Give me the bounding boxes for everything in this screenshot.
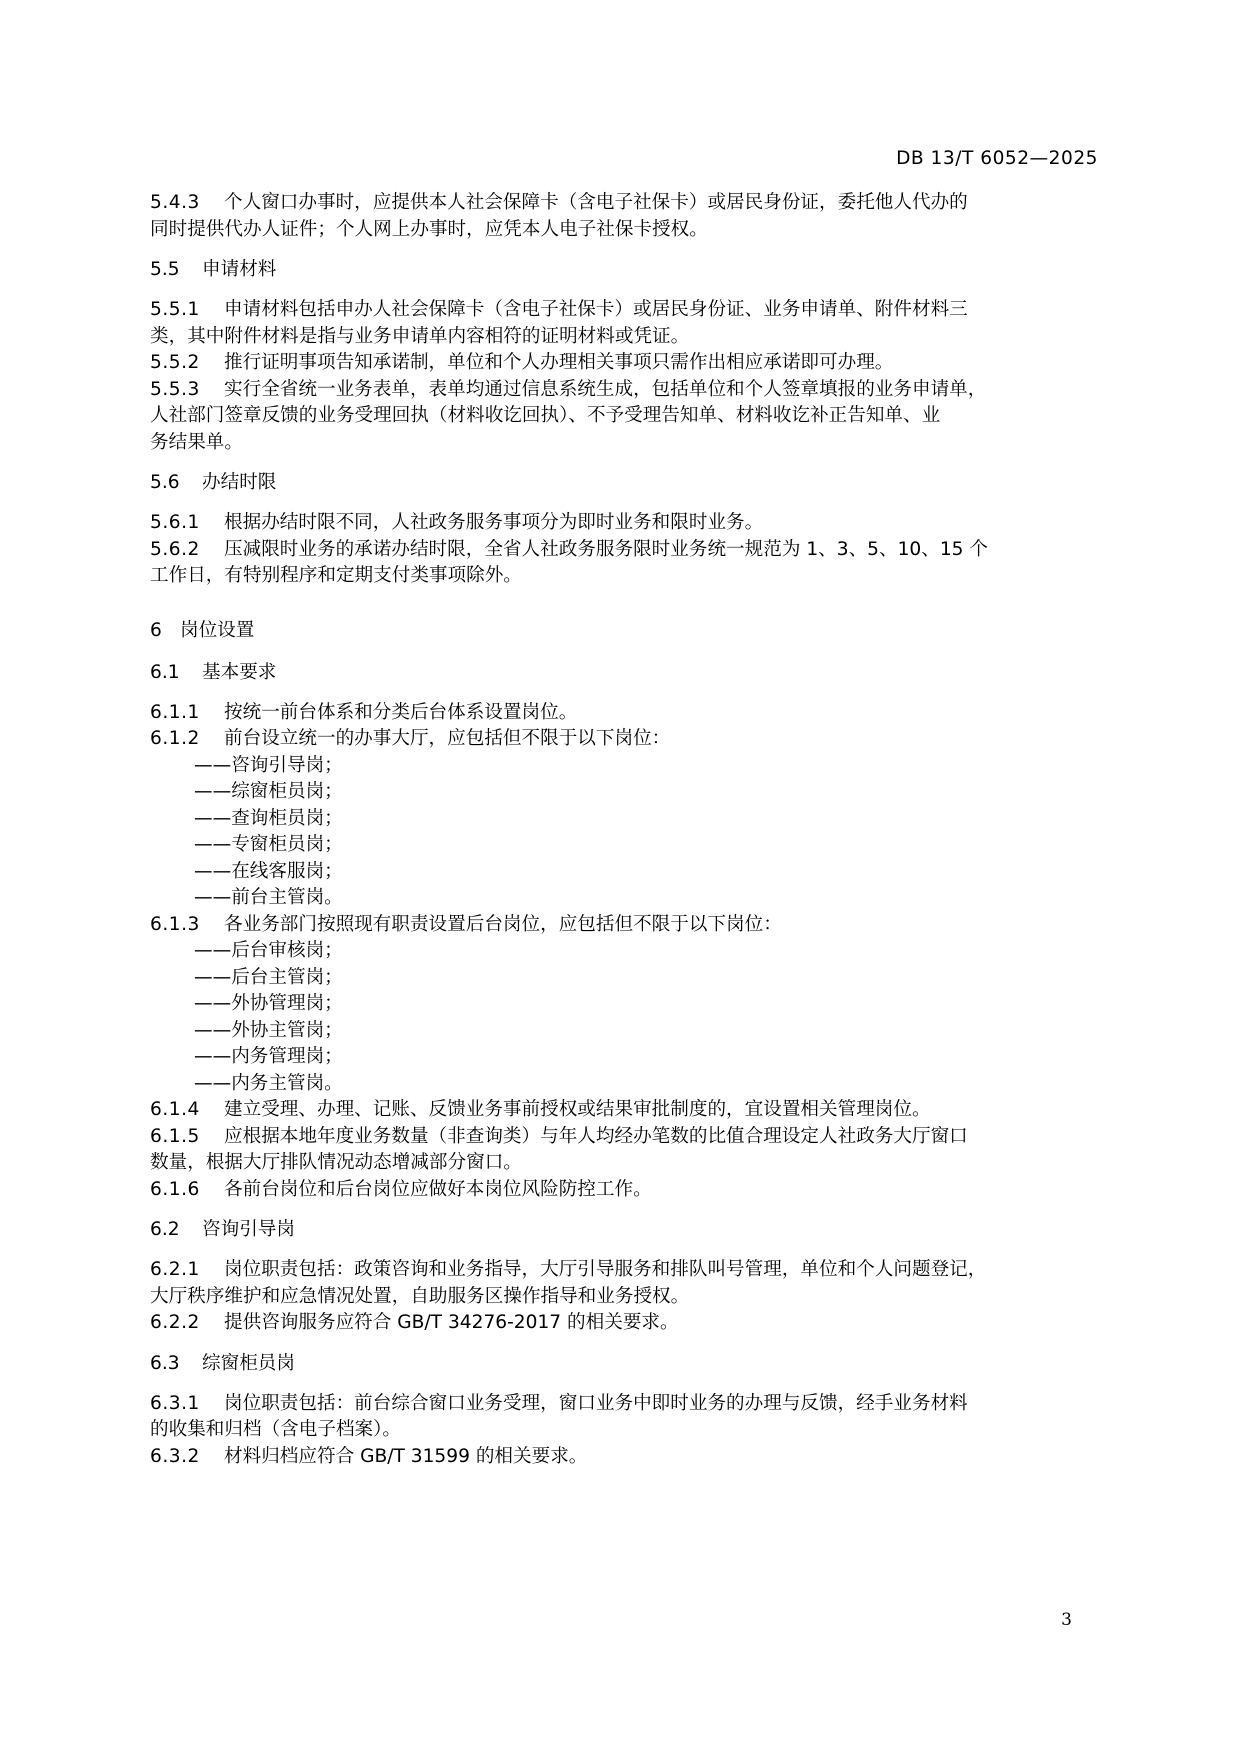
clause-text: 按统一前台体系和分类后台体系设置岗位。 [224,701,578,723]
clause-number: 6.1.5 [150,1125,200,1147]
clause-continuation: 务结果单。 [150,431,243,453]
clause-paragraph [150,1391,1098,1418]
clause-text: 申请材料包括申办人社会保障卡（含电子社保卡）或居民身份证、业务申请单、附件材料三 [224,299,968,320]
clause-number: 6.2.2 [150,1312,200,1333]
clause-text: 推行证明事项告知承诺制，单位和个人办理相关事项只需作出相应承诺即可办理。 [224,352,894,373]
section-heading [150,660,1098,686]
clause-paragraph [150,1257,1098,1284]
heading-text: 申请材料 [202,259,277,280]
clause-paragraph [150,1444,1098,1471]
heading-number: 5.5 [150,259,180,280]
clause-paragraph [150,1097,1098,1124]
clause-text: 实行全省统一业务表单，表单均通过信息系统生成，包括单位和个人签章填报的业务申请单， [224,378,987,400]
heading-number: 6.3 [150,1352,180,1374]
page-number: 3 [1061,1610,1072,1630]
document-code: DB 13/T 6052—2025 [896,148,1098,169]
clause-continuation: 工作日，有特别程序和定期支付类事项除外。 [150,565,522,586]
list-item: ——查询柜员岗； [194,807,343,829]
clause-paragraph [150,1177,1098,1204]
list-item: ——综窗柜员岗； [194,781,343,802]
clause-number: 5.6.1 [150,512,200,533]
clause-paragraph [150,1124,1098,1151]
clause-number: 6.3.2 [150,1445,200,1467]
clause-number: 6.1.4 [150,1099,200,1120]
heading-number: 6.2 [150,1219,180,1240]
clause-paragraph [150,510,1098,537]
heading-text: 岗位设置 [180,619,255,641]
clause-continuation: 同时提供代办人证件；个人网上办事时，应凭本人电子社保卡授权。 [150,218,708,240]
clause-number: 6.1.1 [150,701,200,723]
clause-number: 5.5.1 [150,299,200,320]
clause-continuation: 大厅秩序维护和应急情况处置，自助服务区操作指导和业务授权。 [150,1285,690,1307]
heading-text: 办结时限 [202,472,277,493]
clause-number: 6.1.6 [150,1178,200,1200]
clause-text: 压减限时业务的承诺办结时限，全省人社政务服务限时业务统一规范为 1、3、5、10、15 个 [224,538,989,560]
clause-continuation: 数量，根据大厅排队情况动态增减部分窗口。 [150,1152,522,1173]
clause-paragraph [150,1310,1098,1337]
clause-text: 根据办结时限不同，人社政务服务事项分为即时业务和限时业务。 [224,512,764,533]
list-item: ——外协管理岗； [194,993,343,1014]
clause-number: 6.3.1 [150,1392,200,1414]
clause-text: 材料归档应符合 GB/T 31599 的相关要求。 [224,1445,588,1467]
clause-continuation: 的收集和归档（含电子档案）。 [150,1419,402,1440]
clause-number: 6.2.1 [150,1259,200,1280]
clause-text: 各业务部门按照现有职责设置后台岗位，应包括但不限于以下岗位： [224,913,782,935]
heading-number: 6.1 [150,661,180,683]
clause-paragraph [150,297,1098,324]
clause-text: 个人窗口办事时，应提供本人社会保障卡（含电子社保卡）或居民身份证，委托他人代办的 [224,192,968,213]
list-item: ——内务主管岗。 [194,1072,343,1094]
heading-text: 基本要求 [202,661,277,683]
clause-number: 5.4.3 [150,192,200,213]
document-body [150,190,1098,1470]
list-item: ——外协主管岗； [194,1019,343,1041]
list-item: ——前台主管岗。 [194,887,343,908]
clause-paragraph [150,726,1098,753]
clause-number: 5.5.3 [150,378,200,400]
clause-paragraph [150,190,1098,217]
heading-number: 5.6 [150,472,180,493]
clause-text: 岗位职责包括：前台综合窗口业务受理，窗口业务中即时业务的办理与反馈，经手业务材料 [224,1392,968,1414]
clause-text: 各前台岗位和后台岗位应做好本岗位风险防控工作。 [224,1178,652,1200]
clause-paragraph [150,912,1098,939]
heading-text: 咨询引导岗 [202,1219,295,1240]
list-item: ——专窗柜员岗； [194,834,343,855]
list-item: ——内务管理岗； [194,1046,343,1067]
heading-number: 6 [150,619,162,641]
clause-number: 6.1.2 [150,728,200,749]
list-item: ——后台主管岗； [194,966,343,988]
section-heading [150,470,1098,496]
clause-continuation: 人社部门签章反馈的业务受理回执（材料收讫回执）、不予受理告知单、材料收讫补正告知单、业 [150,405,941,426]
clause-text: 建立受理、办理、记账、反馈业务事前授权或结果审批制度的，宜设置相关管理岗位。 [224,1099,931,1120]
clause-text: 岗位职责包括：政策咨询和业务指导，大厅引导服务和排队叫号管理，单位和个人问题登记， [224,1259,987,1280]
section-heading [150,1351,1098,1377]
clause-number: 6.1.3 [150,913,200,935]
clause-continuation: 类，其中附件材料是指与业务申请单内容相符的证明材料或凭证。 [150,325,690,347]
clause-number: 5.5.2 [150,352,200,373]
clause-paragraph [150,700,1098,727]
list-item: ——咨询引导岗； [194,754,343,776]
clause-paragraph [150,537,1098,564]
clause-paragraph [150,377,1098,404]
section-heading [150,257,1098,283]
clause-text: 提供咨询服务应符合 GB/T 34276-2017 的相关要求。 [224,1312,679,1333]
list-item: ——后台审核岗； [194,940,343,961]
heading-text: 综窗柜员岗 [202,1352,295,1374]
clause-number: 5.6.2 [150,538,200,560]
clause-paragraph [150,350,1098,377]
chapter-heading [150,618,1098,644]
list-item: ——在线客服岗； [194,860,343,882]
section-heading [150,1217,1098,1243]
clause-text: 应根据本地年度业务数量（非查询类）与年人均经办笔数的比值合理设定人社政务大厅窗口 [224,1125,968,1147]
clause-text: 前台设立统一的办事大厅，应包括但不限于以下岗位： [224,728,671,749]
